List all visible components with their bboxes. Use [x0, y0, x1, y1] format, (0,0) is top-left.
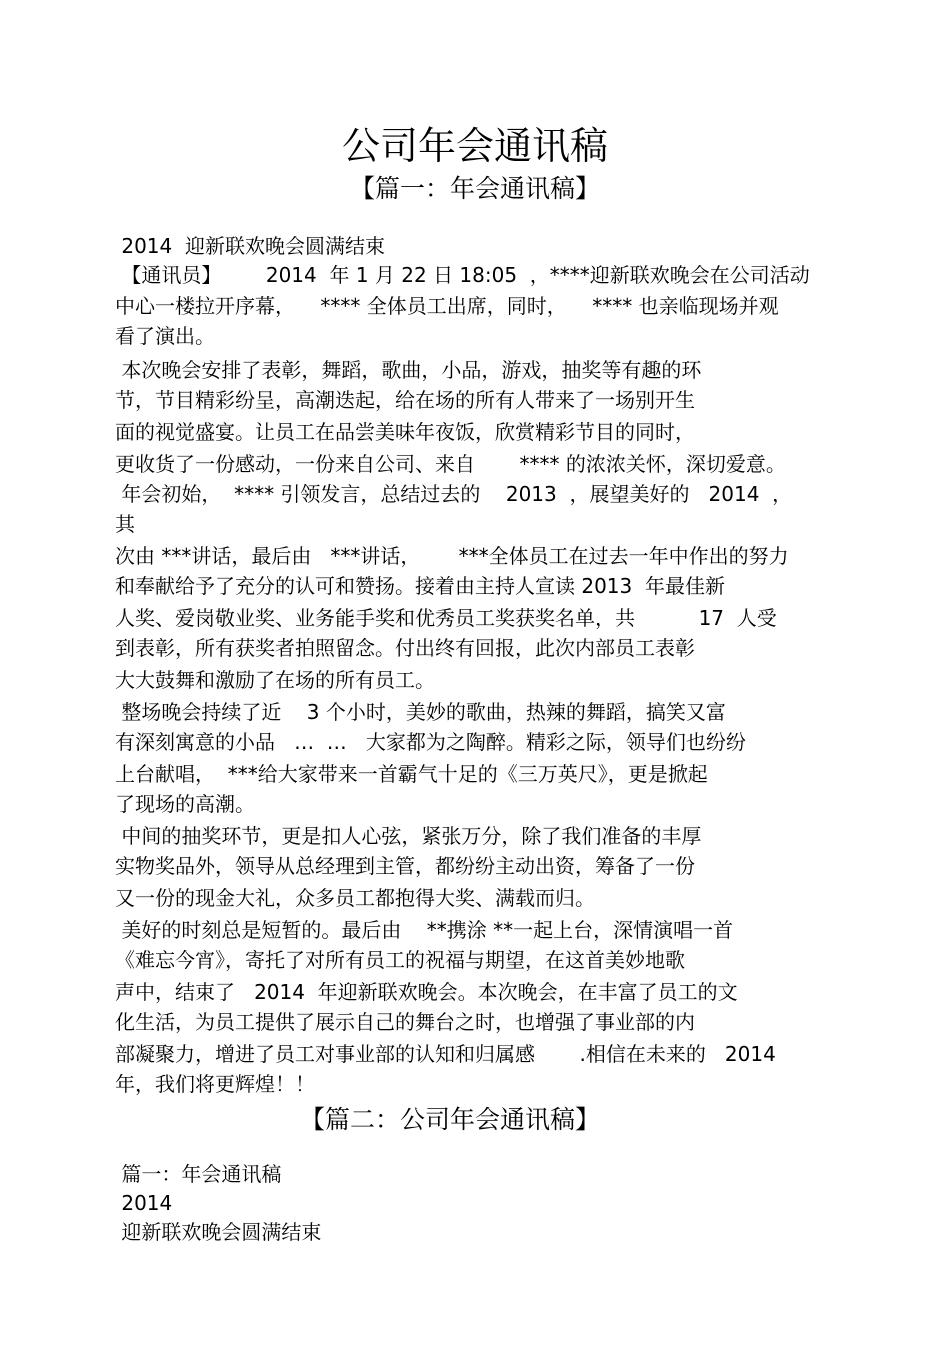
body-line: 声中，结束了 2014 年迎新联欢晚会。本次晚会，在丰富了员工的文 — [115, 980, 738, 1004]
body-line: 更收货了一份感动，一份来自公司、来自 **** 的浓浓关怀，深切爱意。 — [115, 452, 786, 476]
body-line: 中心一楼拉开序幕， **** 全体员工出席，同时， **** 也亲临现场并观 — [115, 294, 779, 318]
body-line: 大大鼓舞和激励了在场的所有员工。 — [115, 668, 435, 692]
body-line: 有深刻寓意的小品 … … 大家都为之陶醉。精彩之际，领导们也纷纷 — [115, 730, 746, 754]
body-line: 美好的时刻总是短暂的。最后由 **携涂 **一起上台，深情演唱一首 — [115, 918, 734, 942]
body-line: 和奉献给予了充分的认可和赞扬。接着由主持人宣读 2013 年最佳新 — [115, 574, 725, 598]
body-line: 人奖、爱岗敬业奖、业务能手奖和优秀员工奖获奖名单，共 17 人受 — [115, 606, 777, 630]
document-title: 公司年会通讯稿 — [341, 124, 608, 168]
body-line: 了现场的高潮。 — [115, 792, 255, 816]
body-line: 年，我们将更辉煌！！ — [115, 1072, 315, 1096]
body-line: 看了演出。 — [115, 324, 215, 348]
body-line: 到表彰，所有获奖者拍照留念。付出终有回报，此次内部员工表彰 — [115, 636, 695, 660]
body-line: 实物奖品外，领导从总经理到主管，都纷纷主动出资，筹备了一份 — [115, 854, 695, 878]
body-line: 部凝聚力，增进了员工对事业部的认知和归属感 .相信在未来的 2014 — [115, 1042, 776, 1066]
body-line: 化生活，为员工提供了展示自己的舞台之时，也增强了事业部的内 — [115, 1010, 695, 1034]
body-line: 篇一：年会通讯稿 — [115, 1162, 282, 1186]
section-heading-1: 【篇一：年会通讯稿】 — [349, 174, 600, 203]
body-line: 其 — [115, 512, 135, 536]
body-line: 《难忘今宵》，寄托了对所有员工的祝福与期望，在这首美妙地歌 — [115, 948, 685, 972]
body-line: 【通讯员】 2014 年 1 月 22 日 18:05 ，****迎新联欢晚会在公司活动 — [115, 263, 810, 287]
body-line: 2014 — [115, 1191, 173, 1215]
body-line: 本次晚会安排了表彰，舞蹈，歌曲，小品，游戏，抽奖等有趣的环 — [115, 358, 702, 382]
body-line: 中间的抽奖环节，更是扣人心弦，紧张万分，除了我们准备的丰厚 — [115, 824, 702, 848]
body-line: 节，节目精彩纷呈，高潮迭起，给在场的所有人带来了一场别开生 — [115, 388, 695, 412]
body-line: 整场晚会持续了近 3 个小时，美妙的歌曲，热辣的舞蹈，搞笑又富 — [115, 700, 726, 724]
body-line: 次由 ***讲话，最后由 ***讲话， ***全体员工在过去一年中作出的努力 — [115, 544, 789, 568]
body-line: 年会初始， **** 引领发言，总结过去的 2013 ，展望美好的 2014 ， — [115, 482, 793, 506]
section-heading-2: 【篇二：公司年会通讯稿】 — [300, 1105, 601, 1134]
body-line: 上台献唱， ***给大家带来一首霸气十足的《三万英尺》，更是掀起 — [115, 762, 708, 786]
body-line: 面的视觉盛宴。让员工在品尝美味年夜饭，欣赏精彩节目的同时， — [115, 420, 695, 444]
body-line: 迎新联欢晚会圆满结束 — [115, 1220, 322, 1244]
body-line: 又一份的现金大礼，众多员工都抱得大奖、满载而归。 — [115, 886, 595, 910]
body-line: 2014 迎新联欢晚会圆满结束 — [115, 234, 385, 258]
